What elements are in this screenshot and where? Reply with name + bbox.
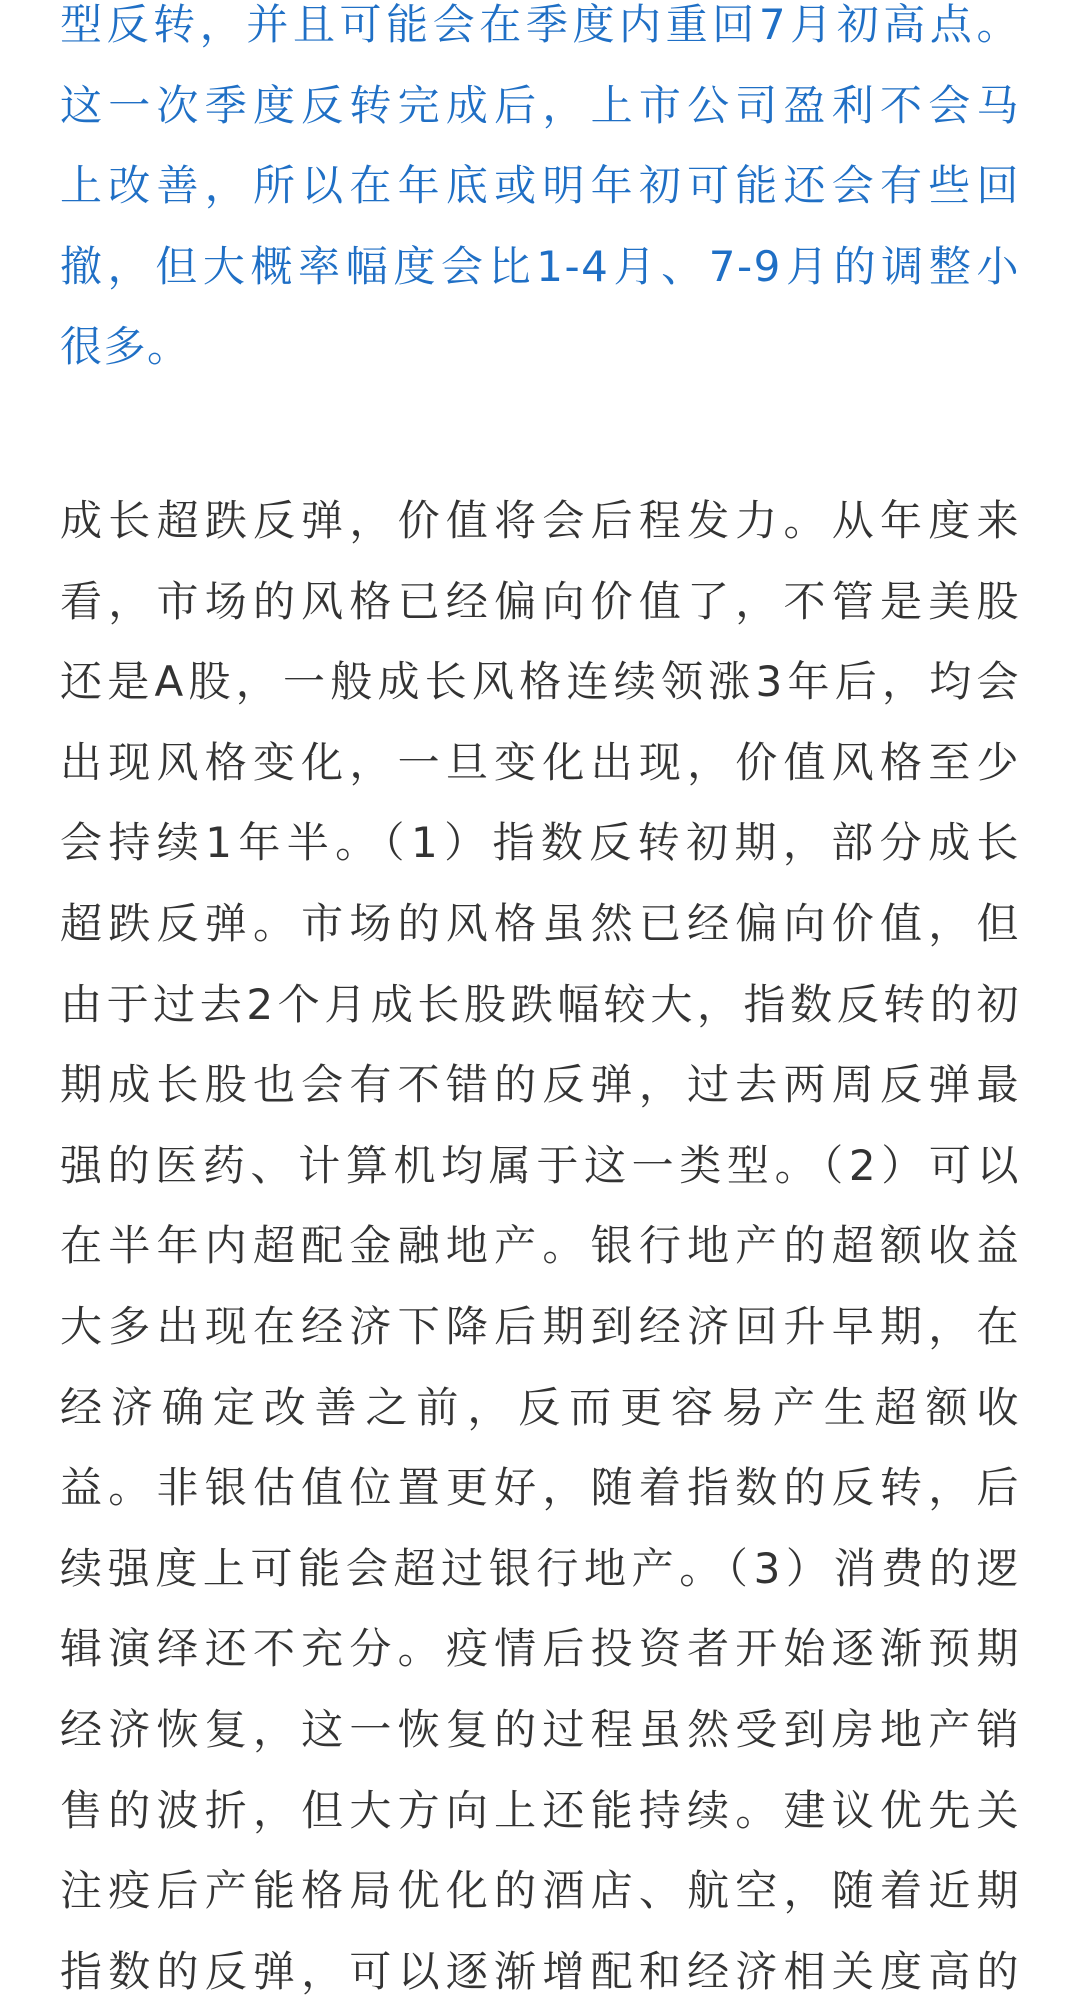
body-line: 辑演绎还不充分。疫情后投资者开始逐渐预期: [60, 1624, 1020, 1674]
body-paragraph: [60, 481, 1020, 2012]
body-line: 由于过去2个月成长股跌幅较大，指数反转的初: [60, 979, 1020, 1029]
body-line: 经济确定改善之前，反而更容易产生超额收: [60, 1382, 1020, 1432]
highlighted-paragraph: [60, 0, 1020, 388]
body-line: 售的波折，但大方向上还能持续。建议优先关: [60, 1785, 1020, 1835]
body-line: 续强度上可能会超过银行地产。（3）消费的逻: [60, 1543, 1020, 1593]
highlight-line: 型反转，并且可能会在季度内重回7月初高点。: [60, 0, 1020, 49]
body-line: 还是A股，一般成长风格连续领涨3年后，均会: [60, 657, 1020, 707]
body-line: 注疫后产能格局优化的酒店、航空，随着近期: [60, 1866, 1020, 1916]
highlight-line: 上改善，所以在年底或明年初可能还会有些回: [60, 161, 1020, 211]
body-line: 期成长股也会有不错的反弹，过去两周反弹最: [60, 1060, 1020, 1110]
body-line: 大多出现在经济下降后期到经济回升早期，在: [60, 1301, 1020, 1351]
body-line: 强的医药、计算机均属于这一类型。（2）可以: [60, 1140, 1020, 1190]
body-line: 成长超跌反弹，价值将会后程发力。从年度来: [60, 496, 1020, 545]
body-line: 指数的反弹，可以逐渐增配和经济相关度高的: [60, 1946, 1020, 1996]
highlight-line: 这一次季度反转完成后，上市公司盈利不会马: [60, 80, 1020, 130]
body-line: 出现风格变化，一旦变化出现，价值风格至少: [60, 737, 1020, 787]
highlight-line: 很多。: [60, 322, 191, 372]
highlight-line: 撤，但大概率幅度会比1-4月、7-9月的调整小: [60, 241, 1020, 291]
body-line: 经济恢复，这一恢复的过程虽然受到房地产销: [60, 1704, 1020, 1754]
body-line: 看，市场的风格已经偏向价值了，不管是美股: [60, 576, 1020, 626]
body-line: 益。非银估值位置更好，随着指数的反转，后: [60, 1463, 1020, 1513]
body-line: 在半年内超配金融地产。银行地产的超额收益: [60, 1221, 1020, 1271]
body-line: 会持续1年半。（1）指数反转初期，部分成长: [60, 818, 1020, 868]
body-line: 超跌反弹。市场的风格虽然已经偏向价值，但: [60, 898, 1020, 948]
